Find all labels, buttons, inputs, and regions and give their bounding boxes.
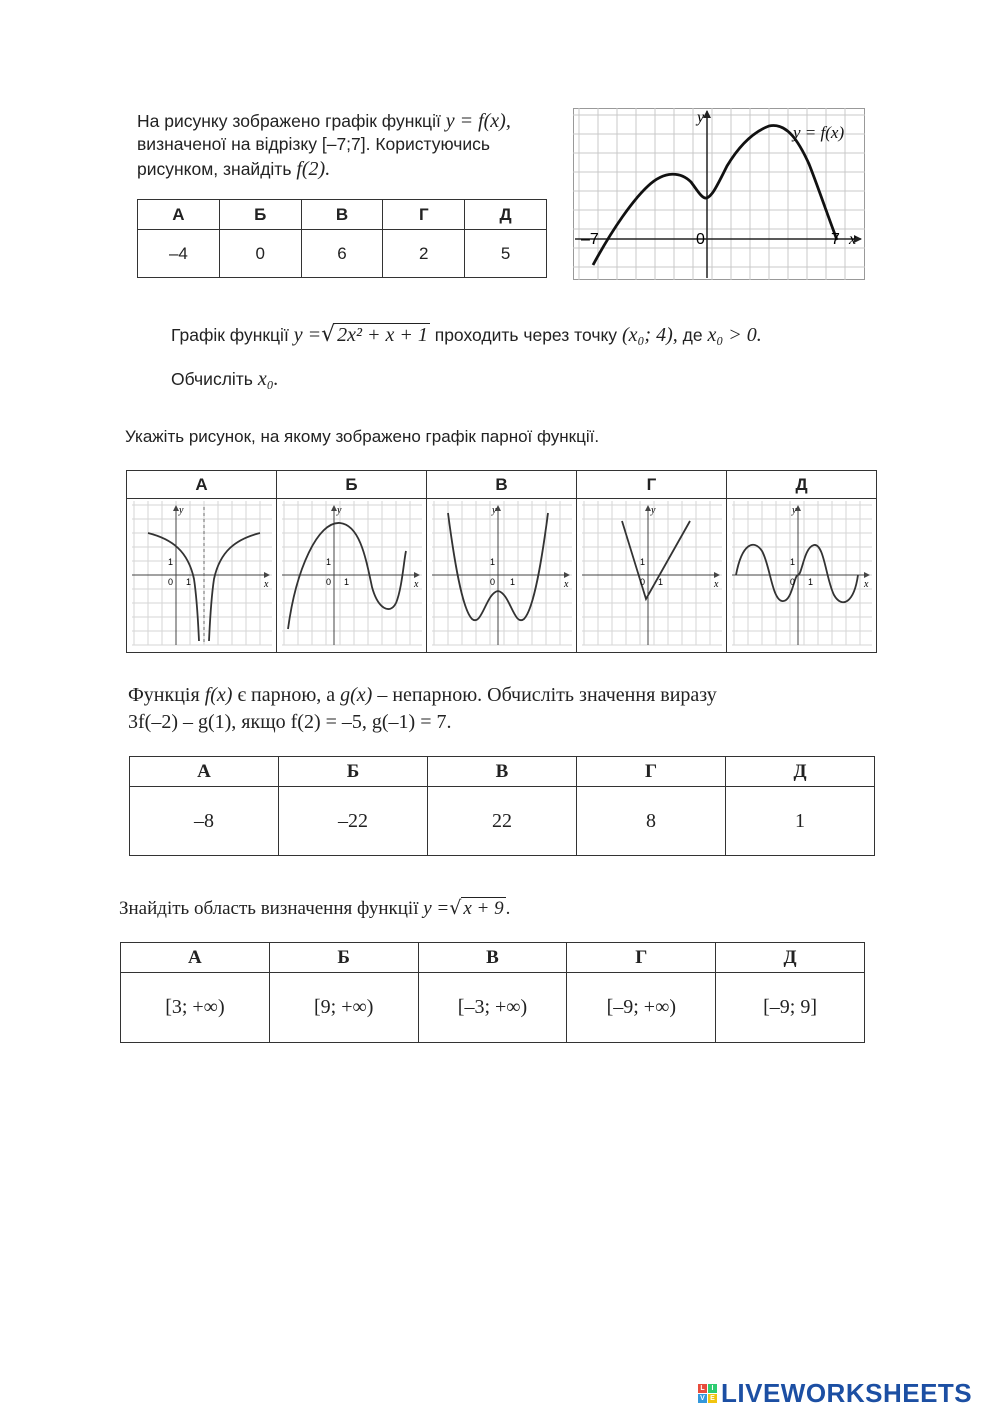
q3-graph-c bbox=[428, 499, 576, 647]
q1-line2: визначеної на відрізку [–7;7]. Користуючись bbox=[137, 134, 490, 154]
q3-graph-e bbox=[728, 499, 876, 647]
q1-y-label: y bbox=[697, 109, 705, 126]
q4-answer-c[interactable]: 22 bbox=[428, 787, 577, 856]
brand-name: LIVEWORKSHEETS bbox=[721, 1377, 973, 1408]
q1-header-d: Г bbox=[383, 200, 465, 230]
q4-line1 bbox=[128, 684, 717, 707]
q3-origin: 0 bbox=[639, 577, 645, 587]
q4-header-b: Б bbox=[279, 757, 428, 787]
q2-line1 bbox=[171, 322, 762, 352]
q3-header-b: Б bbox=[277, 471, 427, 499]
q1-origin-label: 0 bbox=[696, 231, 705, 248]
q1-function-graph bbox=[573, 108, 865, 280]
q3-option-b[interactable] bbox=[277, 499, 427, 653]
q1-text: На рисунку зображено графік функції bbox=[137, 111, 441, 131]
q1-answer-table bbox=[137, 199, 547, 278]
q1-xmin-label: –7 bbox=[581, 231, 599, 248]
arrow-icon bbox=[414, 572, 420, 578]
q1-func-label: y = f(x) bbox=[793, 123, 845, 142]
q1-x-label: x bbox=[849, 231, 857, 248]
q5-radicand: x + 9 bbox=[463, 898, 504, 919]
q3-axis-x: x bbox=[263, 579, 268, 590]
q1-answer-d[interactable]: 2 bbox=[383, 230, 465, 278]
q2-text: проходить через точку bbox=[434, 325, 618, 345]
q3-graph-table bbox=[126, 470, 877, 653]
q2-math: x₀. bbox=[257, 368, 279, 390]
q4-text: – непарною. Обчисліть значення виразу bbox=[377, 684, 717, 706]
q2-radicand: 2x² + x + 1 bbox=[337, 324, 428, 346]
q3-axis-y: y bbox=[178, 505, 183, 516]
liveworksheets-logo[interactable] bbox=[698, 1378, 972, 1408]
q1-header-b: Б bbox=[219, 200, 301, 230]
q1-math: f(2). bbox=[296, 158, 331, 180]
q3-axis-y: y bbox=[791, 505, 796, 516]
q3-graph-b bbox=[278, 499, 426, 647]
logo-icon bbox=[698, 1384, 717, 1403]
q4-gx: g(x) bbox=[340, 684, 373, 706]
q5-prompt bbox=[119, 897, 510, 920]
q5-answer-c[interactable]: [–3; +∞) bbox=[418, 973, 567, 1043]
q5-answer-d[interactable]: [–9; +∞) bbox=[567, 973, 716, 1043]
q5-answer-table bbox=[120, 942, 865, 1043]
q5-period: . bbox=[505, 898, 511, 919]
logo-letter: E bbox=[708, 1394, 717, 1403]
q1-text: рисунком, знайдіть bbox=[137, 159, 292, 179]
q3-axis-x: x bbox=[413, 579, 418, 590]
q1-answer-c[interactable]: 6 bbox=[301, 230, 383, 278]
q3-header-e: Д bbox=[727, 471, 877, 499]
q1-math: y = f(x), bbox=[445, 110, 511, 132]
q3-axis-x: x bbox=[863, 579, 868, 590]
q5-header-e: Д bbox=[716, 943, 865, 973]
q1-header-e: Д bbox=[465, 200, 547, 230]
q2-line2 bbox=[171, 368, 279, 391]
q3-tick-one: 1 bbox=[639, 557, 645, 567]
logo-letter: I bbox=[708, 1384, 717, 1393]
q5-text: Знайдіть область визначення функції bbox=[119, 898, 419, 919]
q1-answer-e[interactable]: 5 bbox=[465, 230, 547, 278]
q5-answer-a[interactable]: [3; +∞) bbox=[121, 973, 270, 1043]
q4-header-d: Г bbox=[577, 757, 726, 787]
q2-text: де bbox=[682, 325, 703, 345]
q3-option-e[interactable] bbox=[727, 499, 877, 653]
arrow-icon bbox=[264, 572, 270, 578]
q2-math-y: y = bbox=[293, 324, 322, 346]
q3-origin: 0 bbox=[167, 577, 173, 587]
sqrt-icon: √ bbox=[449, 897, 462, 919]
q3-tick-one: 1 bbox=[807, 577, 813, 587]
q3-axis-x: x bbox=[563, 579, 568, 590]
q5-header-a: А bbox=[121, 943, 270, 973]
q4-answer-b[interactable]: –22 bbox=[279, 787, 428, 856]
q3-origin: 0 bbox=[789, 577, 795, 587]
q3-tick-one: 1 bbox=[789, 557, 795, 567]
q3-axis-x: x bbox=[713, 579, 718, 590]
q3-origin: 0 bbox=[325, 577, 331, 587]
q5-header-b: Б bbox=[269, 943, 418, 973]
q5-math-y: y = bbox=[423, 898, 450, 919]
q4-header-e: Д bbox=[726, 757, 875, 787]
q3-tick-one: 1 bbox=[185, 577, 191, 587]
q2-point: (x₀; 4), bbox=[621, 324, 678, 346]
q3-axis-y: y bbox=[650, 505, 655, 516]
arrow-icon bbox=[714, 572, 720, 578]
q3-tick-one: 1 bbox=[325, 557, 331, 567]
q3-header-d: Г bbox=[577, 471, 727, 499]
q3-prompt: Укажіть рисунок, на якому зображено графік парної функції. bbox=[125, 427, 600, 446]
q4-answer-e[interactable]: 1 bbox=[726, 787, 875, 856]
sqrt-icon: √ bbox=[321, 322, 336, 347]
arrow-icon bbox=[864, 572, 870, 578]
q3-tick-one: 1 bbox=[509, 577, 515, 587]
q3-origin: 0 bbox=[489, 577, 495, 587]
logo-letter: V bbox=[698, 1394, 707, 1403]
q3-header-a: А bbox=[127, 471, 277, 499]
q3-axis-y: y bbox=[491, 505, 496, 516]
q1-answer-b[interactable]: 0 bbox=[219, 230, 301, 278]
q4-fx: f(x) bbox=[204, 684, 233, 706]
q4-text: Функція bbox=[128, 684, 200, 706]
q3-tick-one: 1 bbox=[343, 577, 349, 587]
q4-answer-d[interactable]: 8 bbox=[577, 787, 726, 856]
q3-tick-one: 1 bbox=[489, 557, 495, 567]
q4-header-c: В bbox=[428, 757, 577, 787]
q3-option-a[interactable] bbox=[127, 499, 277, 653]
q4-answer-a[interactable]: –8 bbox=[130, 787, 279, 856]
logo-letter: L bbox=[698, 1384, 707, 1393]
q1-line3 bbox=[137, 158, 330, 181]
q3-axis-y: y bbox=[336, 505, 341, 516]
q1-answer-a[interactable]: –4 bbox=[138, 230, 220, 278]
q4-line2: 3f(–2) – g(1), якщо f(2) = –5, g(–1) = 7. bbox=[128, 711, 452, 733]
q5-header-d: Г bbox=[567, 943, 716, 973]
q3-option-c[interactable] bbox=[427, 499, 577, 653]
q3-option-d[interactable] bbox=[577, 499, 727, 653]
q5-answer-b[interactable]: [9; +∞) bbox=[269, 973, 418, 1043]
arrow-icon bbox=[564, 572, 570, 578]
q5-answer-e[interactable]: [–9; 9] bbox=[716, 973, 865, 1043]
q4-answer-table bbox=[129, 756, 875, 856]
q3-tick-one: 1 bbox=[167, 557, 173, 567]
q2-text: Обчисліть bbox=[171, 369, 253, 389]
q4-text: є парною, а bbox=[237, 684, 336, 706]
q2-cond: x₀ > 0. bbox=[707, 324, 762, 346]
q1-line1 bbox=[137, 110, 511, 133]
q1-header-c: В bbox=[301, 200, 383, 230]
q1-header-a: А bbox=[138, 200, 220, 230]
q3-graph-d bbox=[578, 499, 726, 647]
q5-header-c: В bbox=[418, 943, 567, 973]
q3-header-c: В bbox=[427, 471, 577, 499]
q4-header-a: А bbox=[130, 757, 279, 787]
q3-graph-a bbox=[128, 499, 276, 647]
q2-text: Графік функції bbox=[171, 325, 289, 345]
q3-tick-one: 1 bbox=[657, 577, 663, 587]
q1-xmax-label: 7 bbox=[831, 231, 840, 248]
